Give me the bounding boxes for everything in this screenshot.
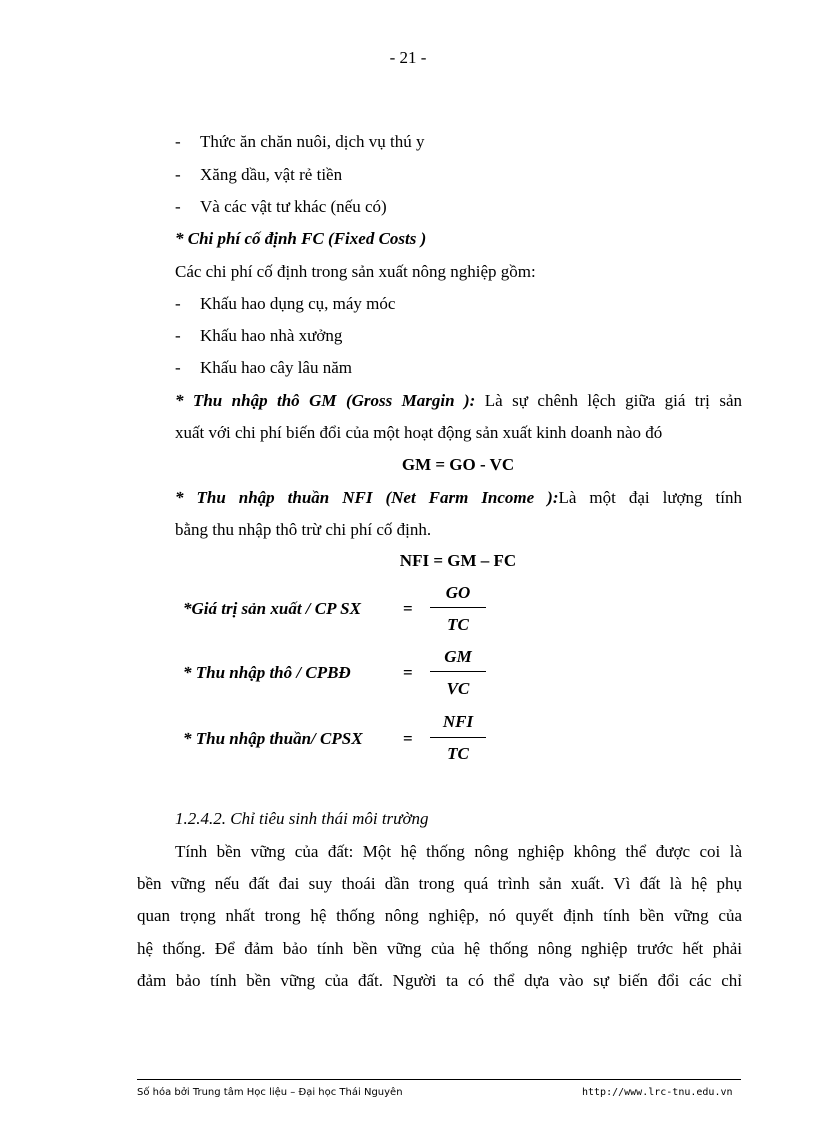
ratio-numerator: GM: [444, 647, 472, 666]
ratio-label: * Thu nhập thuần/ CPSX: [183, 729, 363, 748]
paragraph-line: Tính bền vững của đất: Một hệ thống nông nghiệp không thể được coi là: [175, 842, 742, 861]
ratio-equals: =: [403, 599, 413, 618]
nfi-paragraph: [175, 488, 742, 508]
paragraph-line: quan trọng nhất trong hệ thống nông nghiệp, nó quyết định tính bền vững của: [137, 906, 742, 925]
list-item-text: Và các vật tư khác (nếu có): [200, 197, 387, 216]
gross-margin-text-1: Là sự chênh lệch giữa giá trị sản: [475, 391, 743, 410]
fixed-costs-intro: Các chi phí cố định trong sản xuất nông nghiệp gồm:: [175, 262, 536, 281]
nfi-formula: NFI = GM – FC: [399, 551, 517, 570]
ratio-label: * Thu nhập thô / CPBĐ: [183, 663, 351, 682]
fraction-bar: [430, 607, 486, 608]
footer-source: Số hóa bởi Trung tâm Học liệu – Đại học Thái Nguyên: [137, 1087, 403, 1098]
paragraph-line: hệ thống. Để đảm bảo tính bền vững của hệ thống nông nghiệp trước hết phải: [137, 939, 742, 958]
gross-margin-paragraph: [175, 391, 742, 411]
ratio-denominator: TC: [447, 615, 469, 634]
list-item-text: Xăng dầu, vật rẻ tiền: [200, 165, 343, 184]
ratio-numerator: GO: [445, 583, 471, 602]
page-number: - 21 -: [389, 48, 427, 67]
ratio-denominator: TC: [447, 744, 469, 763]
gm-formula: GM = GO - VC: [401, 455, 515, 474]
footer-rule: [137, 1079, 741, 1080]
bullet-dash: -: [175, 197, 181, 216]
fraction-bar: [430, 671, 486, 672]
fraction-bar: [430, 737, 486, 738]
list-item-text: Khấu hao nhà xưởng: [200, 326, 343, 345]
bullet-dash: -: [175, 165, 181, 184]
list-item-text: Khấu hao cây lâu năm: [200, 358, 352, 377]
section-heading: 1.2.4.2. Chỉ tiêu sinh thái môi trường: [175, 809, 429, 828]
gross-margin-heading: * Thu nhập thô GM (Gross Margin ):: [175, 391, 476, 410]
ratio-equals: =: [403, 663, 413, 682]
bullet-dash: -: [175, 326, 181, 345]
list-item-text: Thức ăn chăn nuôi, dịch vụ thú y: [200, 132, 425, 151]
nfi-text-2: bằng thu nhập thô trừ chi phí cố định.: [175, 520, 432, 539]
bullet-dash: -: [175, 358, 181, 377]
fixed-costs-heading: * Chi phí cố định FC (Fixed Costs ): [175, 229, 427, 248]
ratio-label: *Giá trị sản xuất / CP SX: [183, 599, 361, 618]
paragraph-line: đảm bảo tính bền vững của đất. Người ta có thể dựa vào sự biến đổi các chỉ: [137, 971, 742, 990]
nfi-heading: * Thu nhập thuần NFI (Net Farm Income ):: [175, 488, 559, 507]
ratio-denominator: VC: [446, 679, 470, 698]
gross-margin-text-2: xuất với chi phí biến đổi của một hoạt động sản xuất kinh doanh nào đó: [175, 423, 663, 442]
list-item-text: Khấu hao dụng cụ, máy móc: [200, 294, 396, 313]
bullet-dash: -: [175, 132, 181, 151]
nfi-text-1: Là một đại lượng tính: [558, 488, 742, 507]
paragraph-line: bền vững nếu đất đai suy thoái dần trong quá trình sản xuất. Vì đất là hệ phụ: [137, 874, 742, 893]
footer-url: http://www.lrc-tnu.edu.vn: [582, 1087, 733, 1098]
ratio-numerator: NFI: [442, 712, 474, 731]
bullet-dash: -: [175, 294, 181, 313]
ratio-equals: =: [403, 729, 413, 748]
